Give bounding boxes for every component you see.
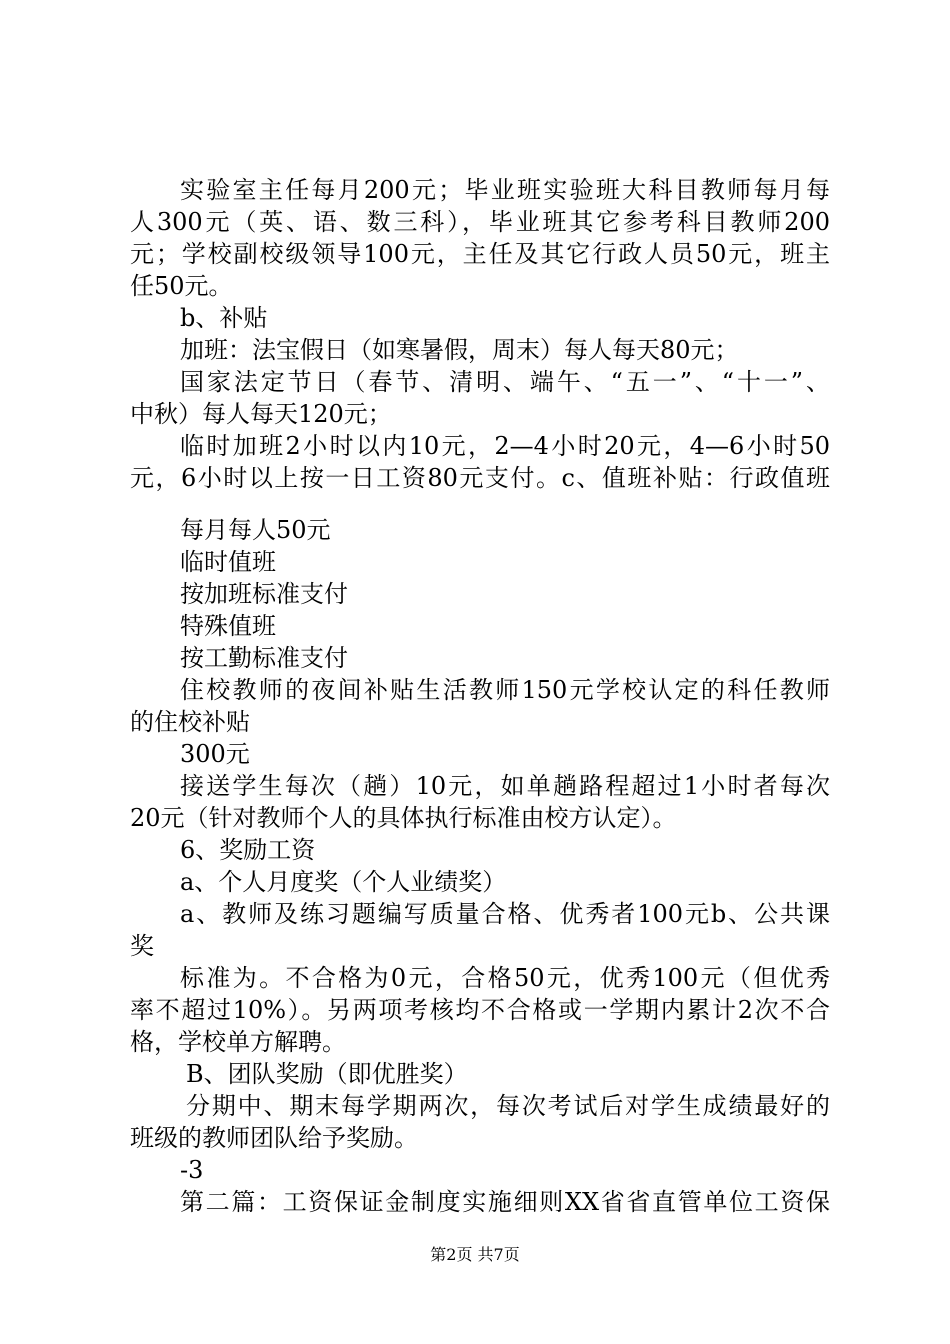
text-line: 每月每人50元 <box>180 516 331 544</box>
text-line: 特殊值班 <box>180 612 276 640</box>
text-line: 国家法定节日（春节、清明、端午、“五一”、“十一”、 <box>180 368 830 396</box>
text-line: 人300元（英、语、数三科），毕业班其它参考科目教师200 <box>130 208 830 236</box>
text-line: 中秋）每人每天120元； <box>130 400 392 428</box>
text-line: 任50元。 <box>130 272 233 300</box>
text-line: 元；学校副校级领导100元，主任及其它行政人员50元，班主 <box>130 240 830 268</box>
text-line: 格，学校单方解聘。 <box>130 1028 346 1056</box>
page-marker: -3 <box>180 1156 204 1184</box>
text-line: B、团队奖励（即优胜奖） <box>186 1060 468 1088</box>
text-line: 元，6小时以上按一日工资80元支付。c、值班补贴：行政值班 <box>130 464 830 492</box>
text-line: 住校教师的夜间补贴生活教师150元学校认定的科任教师 <box>180 676 830 704</box>
text-line: b、补贴 <box>180 304 268 332</box>
page-footer: 第2页 共7页 <box>430 1245 520 1264</box>
text-line: 临时值班 <box>180 548 276 576</box>
text-line: 实验室主任每月200元；毕业班实验班大科目教师每月每 <box>180 176 830 204</box>
paragraph-gap <box>130 494 830 514</box>
text-line: 率不超过10%）。另两项考核均不合格或一学期内累计2次不合 <box>130 996 830 1024</box>
text-line: 加班：法宝假日（如寒暑假，周末）每人每天80元； <box>180 336 739 364</box>
text-line: 标准为。不合格为0元，合格50元，优秀100元（但优秀 <box>180 964 830 992</box>
text-line: 班级的教师团队给予奖励。 <box>130 1124 418 1152</box>
text-line: 300元 <box>180 740 250 768</box>
text-line: 临时加班2小时以内10元，2—4小时20元，4—6小时50 <box>180 432 830 460</box>
text-line: a、个人月度奖（个人业绩奖） <box>180 868 507 896</box>
text-line: 按工勤标准支付 <box>180 644 348 672</box>
text-line: 按加班标准支付 <box>180 580 348 608</box>
text-line: 的住校补贴 <box>130 708 250 736</box>
text-line: 分期中、期末每学期两次，每次考试后对学生成绩最好的 <box>186 1092 830 1120</box>
text-line: 20元（针对教师个人的具体执行标准由校方认定）。 <box>130 804 677 832</box>
text-line: a、教师及练习题编写质量合格、优秀者100元b、公共课 <box>180 900 830 928</box>
text-line: 奖 <box>130 932 154 960</box>
text-line: 接送学生每次（趟）10元，如单趟路程超过1小时者每次 <box>180 772 830 800</box>
section-heading: 6、奖励工资 <box>180 836 316 864</box>
text-line: 第二篇：工资保证金制度实施细则XX省省直管单位工资保 <box>180 1188 830 1216</box>
document-body <box>130 174 830 1218</box>
